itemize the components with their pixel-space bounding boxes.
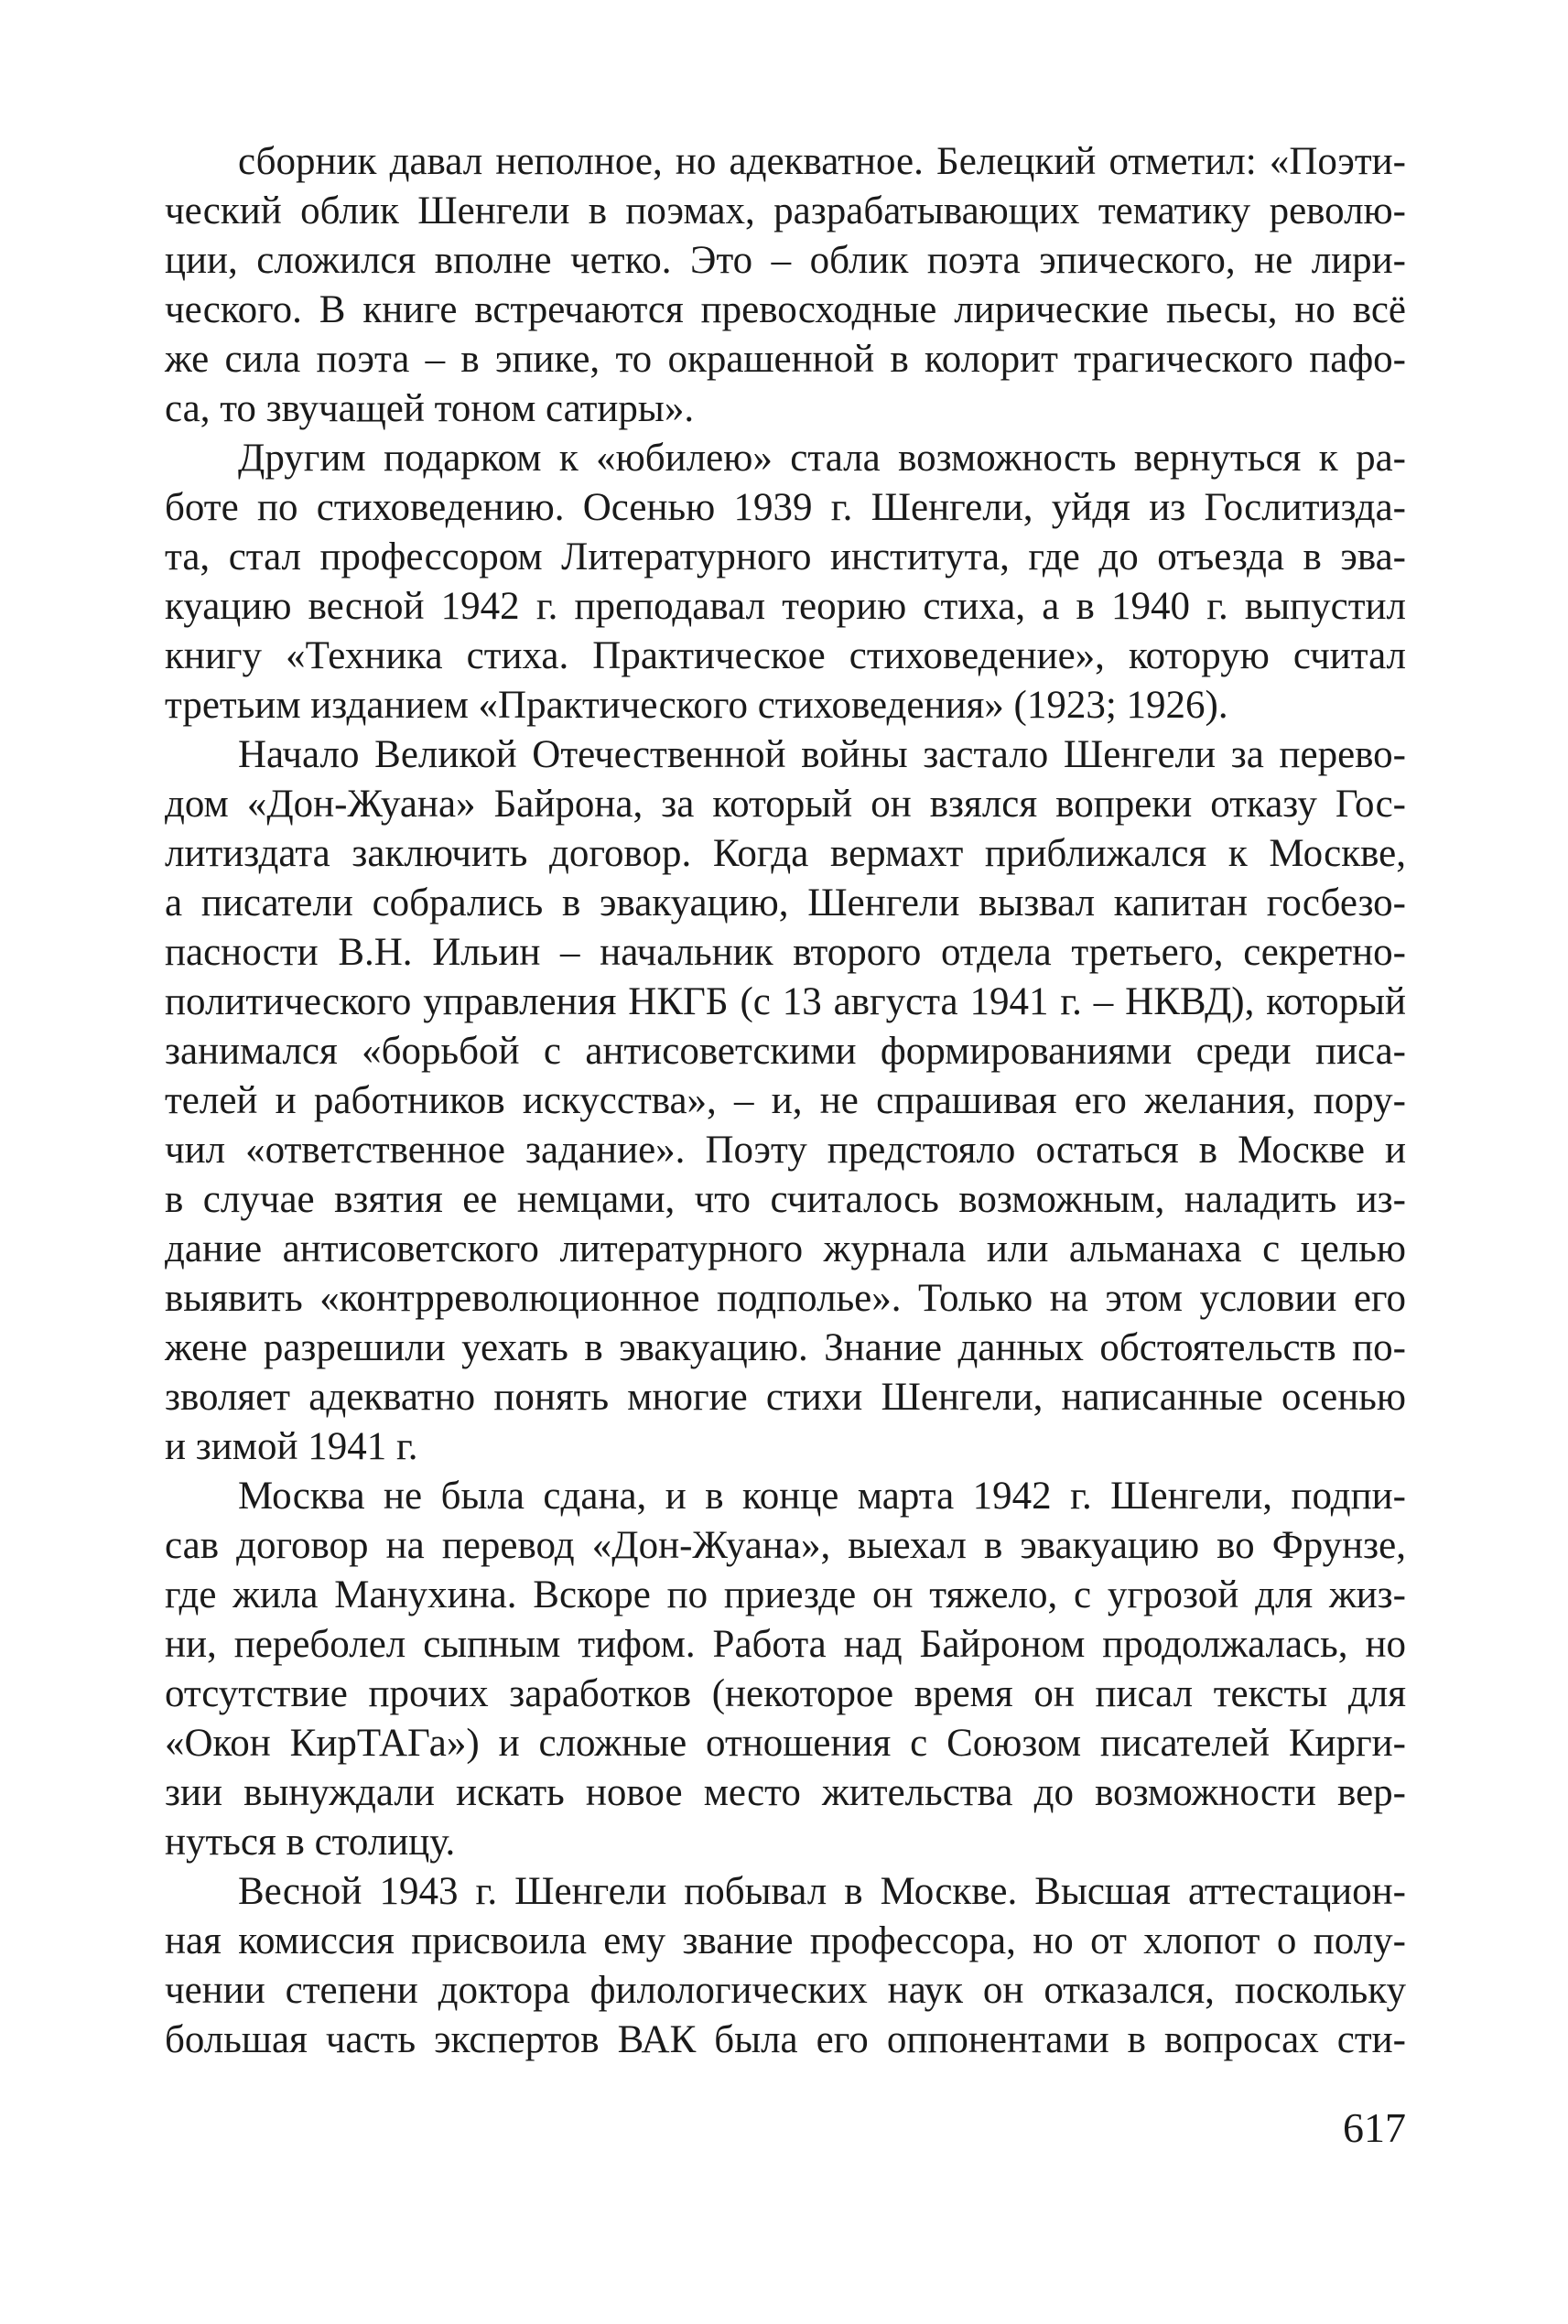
paragraph [165,730,1406,1472]
text-line: третьим изданием «Практического стиховедения» (1923; 1926). [165,684,1228,727]
text-line: ции, сложился вполне четко. Это – облик поэта эпического, не лири- [165,239,1406,282]
text-line: чил «ответственное задание». Поэту предстояло остаться в Москве и [165,1129,1406,1172]
text-line: ческого. В книге встречаются превосходные лирические пьесы, но всё [165,288,1406,331]
text-line: зволяет адекватно понять многие стихи Шенгели, написанные осенью [165,1376,1406,1419]
text-line: же сила поэта – в эпике, то окрашенной в колорит трагического пафо- [165,338,1406,381]
text-line: большая часть экспертов ВАК была его оппонентами в вопросах сти- [165,2018,1406,2061]
text-line: сав договор на перевод «Дон-Жуана», выехал в эвакуацию во Фрунзе, [165,1524,1406,1567]
text-line: Москва не была сдана, и в конце марта 1942 г. Шенгели, подпи- [238,1475,1406,1518]
text-line: ни, переболел сыпным тифом. Работа над Байроном продолжалась, но [165,1623,1406,1666]
text-line: Весной 1943 г. Шенгели побывал в Москве. Высшая аттестацион- [238,1870,1406,1913]
paragraph [165,1867,1406,2065]
text-line: где жила Манухина. Вскоре по приезде он тяжело, с угрозой для жиз- [165,1573,1406,1616]
text-line: зии вынуждали искать новое место жительства до возможности вер- [165,1771,1406,1814]
text-line: выявить «контрреволюционное подполье». Только на этом условии его [165,1277,1406,1320]
text-line: нуться в столицу. [165,1821,456,1864]
text-line: а писатели собрались в эвакуацию, Шенгели вызвал капитан госбезо- [165,881,1406,924]
text-line: сборник давал неполное, но адекватное. Белецкий отметил: «Поэти- [238,140,1406,183]
paragraph [165,434,1406,730]
paragraph [165,137,1406,434]
text-line: ная комиссия присвоила ему звание профессора, но от хлопот о полу- [165,1919,1406,1962]
text-line: политического управления НКГБ (с 13 августа 1941 г. – НКВД), который [165,980,1406,1023]
text-line: отсутствие прочих заработков (некоторое время он писал тексты для [165,1672,1406,1715]
text-line: и зимой 1941 г. [165,1425,418,1468]
text-line: ческий облик Шенгели в поэмах, разрабатывающих тематику револю- [165,189,1406,232]
text-line: боте по стиховедению. Осенью 1939 г. Шенгели, уйдя из Гослитизда- [165,486,1406,529]
text-line: са, то звучащей тоном сатиры». [165,387,695,430]
text-line: занимался «борьбой с антисоветскими формированиями среди писа- [165,1030,1406,1073]
text-line: телей и работников искусства», – и, не спрашивая его желания, пору- [165,1079,1406,1122]
text-line: литиздата заключить договор. Когда вермахт приближался к Москве, [165,832,1406,875]
text-line: жене разрешили уехать в эвакуацию. Знание данных обстоятельств по- [165,1326,1406,1369]
text-line: та, стал профессором Литературного института, где до отъезда в эва- [165,535,1406,578]
text-line: дание антисоветского литературного журнала или альманаха с целью [165,1227,1406,1270]
text-line: «Окон КирТАГа») и сложные отношения с Союзом писателей Кирги- [165,1722,1406,1765]
text-line: пасности В.Н. Ильин – начальник второго отдела третьего, секретно- [165,931,1406,974]
text-line: дом «Дон-Жуана» Байрона, за который он взялся вопреки отказу Гос- [165,783,1406,826]
page-number: 617 [1343,2104,1406,2151]
text-line: книгу «Техника стиха. Практическое стиховедение», которую считал [165,634,1406,677]
paragraph [165,1472,1406,1867]
text-line: Начало Великой Отечественной войны застало Шенгели за перево- [238,733,1406,776]
text-line: куацию весной 1942 г. преподавал теорию стиха, а в 1940 г. выпустил [165,585,1406,628]
text-line: в случае взятия ее немцами, что считалось возможным, наладить из- [165,1178,1406,1221]
text-line: Другим подарком к «юбилею» стала возможность вернуться к ра- [238,437,1406,480]
text-line: чении степени доктора филологических наук он отказался, поскольку [165,1969,1406,2012]
body-text [165,137,1406,2065]
